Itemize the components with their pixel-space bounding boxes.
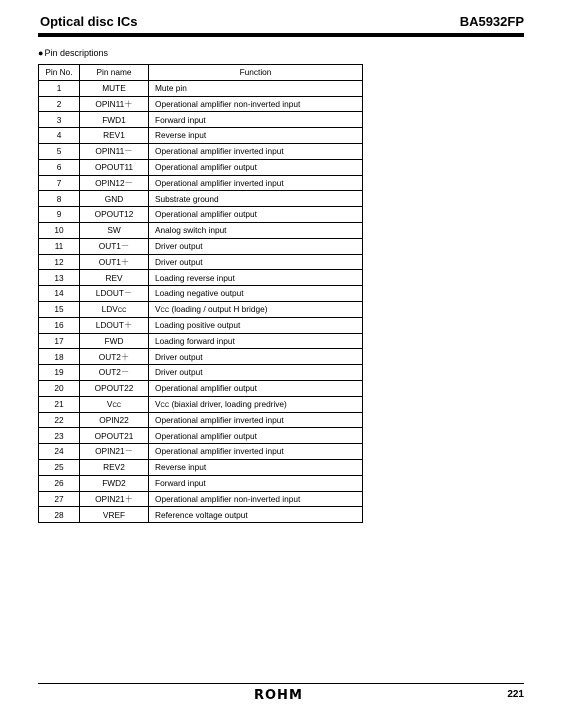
pin-name-cell: LDOUT＋ xyxy=(80,317,149,333)
table-body xyxy=(39,80,363,522)
function-cell: Operational amplifier output xyxy=(149,428,363,444)
pin-name-subscript: CC xyxy=(117,307,127,314)
table-row xyxy=(39,159,363,175)
function-rest: (biaxial driver, loading predrive) xyxy=(169,398,287,409)
function-cell: Mute pin xyxy=(149,80,363,96)
function-cell: Operational amplifier inverted input xyxy=(149,143,363,159)
pin-name-cell: OUT2－ xyxy=(80,365,149,381)
table-header-row xyxy=(39,65,363,81)
table-row xyxy=(39,270,363,286)
pin-number-cell: 13 xyxy=(39,270,80,286)
pin-name-cell: REV2 xyxy=(80,459,149,475)
table-row xyxy=(39,396,363,412)
function-cell: Operational amplifier output xyxy=(149,159,363,175)
function-cell: Operational amplifier output xyxy=(149,207,363,223)
pin-number-cell: 25 xyxy=(39,459,80,475)
table-row xyxy=(39,444,363,460)
pin-number-cell: 7 xyxy=(39,175,80,191)
pin-name-cell: OPOUT22 xyxy=(80,380,149,396)
table-row xyxy=(39,254,363,270)
table-row xyxy=(39,80,363,96)
function-cell xyxy=(149,396,363,412)
pin-number-cell: 11 xyxy=(39,238,80,254)
pin-name-cell: OPOUT21 xyxy=(80,428,149,444)
table-row xyxy=(39,459,363,475)
table-row xyxy=(39,317,363,333)
function-cell: Operational amplifier inverted input xyxy=(149,175,363,191)
pin-number-cell: 12 xyxy=(39,254,80,270)
pin-name-cell: REV xyxy=(80,270,149,286)
function-cell: Operational amplifier inverted input xyxy=(149,444,363,460)
pin-name-cell: FWD2 xyxy=(80,475,149,491)
pin-number-cell: 27 xyxy=(39,491,80,507)
function-cell: Reverse input xyxy=(149,459,363,475)
pin-name-cell: VREF xyxy=(80,507,149,523)
function-cell: Reference voltage output xyxy=(149,507,363,523)
pin-name-cell: MUTE xyxy=(80,80,149,96)
document-title: Optical disc ICs xyxy=(40,14,138,29)
pin-number-cell: 5 xyxy=(39,143,80,159)
section-title-text: Pin descriptions xyxy=(44,48,108,58)
pin-number-cell: 10 xyxy=(39,222,80,238)
pin-name-cell: OUT2＋ xyxy=(80,349,149,365)
pin-name-cell: REV1 xyxy=(80,128,149,144)
function-cell: Loading forward input xyxy=(149,333,363,349)
table-row xyxy=(39,175,363,191)
pin-name-cell: OPIN22 xyxy=(80,412,149,428)
pin-number-cell: 14 xyxy=(39,286,80,302)
function-cell: Operational amplifier non-inverted input xyxy=(149,491,363,507)
pin-name-cell: GND xyxy=(80,191,149,207)
pin-name-cell xyxy=(80,396,149,412)
pin-name-cell: FWD xyxy=(80,333,149,349)
pin-name-main: V xyxy=(106,398,113,409)
pin-name-cell: OPOUT12 xyxy=(80,207,149,223)
pin-number-cell: 26 xyxy=(39,475,80,491)
function-cell: Driver output xyxy=(149,349,363,365)
column-header-pin-name: Pin name xyxy=(80,65,149,81)
rohm-logo: ROHM xyxy=(254,688,303,703)
pin-name-cell: OPIN11－ xyxy=(80,143,149,159)
section-heading xyxy=(38,48,108,58)
function-subscript: CC xyxy=(160,402,170,409)
column-header-pin-no: Pin No. xyxy=(39,65,80,81)
function-cell: Operational amplifier inverted input xyxy=(149,412,363,428)
function-cell: Forward input xyxy=(149,475,363,491)
table-row xyxy=(39,238,363,254)
part-number: BA5932FP xyxy=(459,14,524,29)
table-row xyxy=(39,96,363,112)
pin-number-cell: 1 xyxy=(39,80,80,96)
pin-number-cell: 6 xyxy=(39,159,80,175)
function-cell: Loading positive output xyxy=(149,317,363,333)
function-cell: Reverse input xyxy=(149,128,363,144)
pin-name-cell: OPIN12－ xyxy=(80,175,149,191)
pin-name-cell: FWD1 xyxy=(80,112,149,128)
function-cell: Operational amplifier non-inverted input xyxy=(149,96,363,112)
pin-name-cell: OPIN21－ xyxy=(80,444,149,460)
pin-number-cell: 20 xyxy=(39,380,80,396)
footer-rule xyxy=(38,683,524,684)
table-row xyxy=(39,428,363,444)
table-row xyxy=(39,222,363,238)
pin-number-cell: 16 xyxy=(39,317,80,333)
table-row xyxy=(39,491,363,507)
function-cell: Driver output xyxy=(149,238,363,254)
pin-descriptions-table xyxy=(38,64,363,523)
function-main: V xyxy=(155,398,161,409)
pin-name-main: LDV xyxy=(101,303,118,314)
table-row xyxy=(39,349,363,365)
table-row xyxy=(39,286,363,302)
function-cell: Driver output xyxy=(149,254,363,270)
pin-name-cell: LDOUT－ xyxy=(80,286,149,302)
bullet-icon: ● xyxy=(38,48,44,58)
pin-name-cell: OUT1－ xyxy=(80,238,149,254)
table-row xyxy=(39,380,363,396)
pin-name-cell: OUT1＋ xyxy=(80,254,149,270)
function-cell: Forward input xyxy=(149,112,363,128)
table-row xyxy=(39,191,363,207)
table-row xyxy=(39,112,363,128)
function-cell xyxy=(149,301,363,317)
pin-name-subscript: CC xyxy=(112,402,122,409)
pin-number-cell: 3 xyxy=(39,112,80,128)
pin-number-cell: 23 xyxy=(39,428,80,444)
table-row xyxy=(39,475,363,491)
table-row xyxy=(39,207,363,223)
pin-number-cell: 19 xyxy=(39,365,80,381)
pin-number-cell: 22 xyxy=(39,412,80,428)
pin-number-cell: 28 xyxy=(39,507,80,523)
function-cell: Driver output xyxy=(149,365,363,381)
pin-name-cell xyxy=(80,301,149,317)
pin-number-cell: 18 xyxy=(39,349,80,365)
function-rest: (loading / output H bridge) xyxy=(169,303,268,314)
pin-number-cell: 8 xyxy=(39,191,80,207)
function-subscript: CC xyxy=(160,307,170,314)
pin-number-cell: 17 xyxy=(39,333,80,349)
table-row xyxy=(39,412,363,428)
function-cell: Analog switch input xyxy=(149,222,363,238)
header-rule xyxy=(38,33,524,37)
function-cell: Substrate ground xyxy=(149,191,363,207)
pin-number-cell: 24 xyxy=(39,444,80,460)
table-row xyxy=(39,333,363,349)
function-cell: Operational amplifier output xyxy=(149,380,363,396)
pin-number-cell: 21 xyxy=(39,396,80,412)
pin-number-cell: 15 xyxy=(39,301,80,317)
function-cell: Loading reverse input xyxy=(149,270,363,286)
page-number: 221 xyxy=(507,689,524,700)
table-row xyxy=(39,365,363,381)
table-row xyxy=(39,301,363,317)
function-main: V xyxy=(155,303,161,314)
pin-number-cell: 9 xyxy=(39,207,80,223)
pin-name-cell: OPOUT11 xyxy=(80,159,149,175)
column-header-function: Function xyxy=(149,65,363,81)
function-cell: Loading negative output xyxy=(149,286,363,302)
table-row xyxy=(39,507,363,523)
pin-name-cell: SW xyxy=(80,222,149,238)
table-row xyxy=(39,128,363,144)
pin-name-cell: OPIN11＋ xyxy=(80,96,149,112)
pin-name-cell: OPIN21＋ xyxy=(80,491,149,507)
table-row xyxy=(39,143,363,159)
pin-number-cell: 2 xyxy=(39,96,80,112)
pin-number-cell: 4 xyxy=(39,128,80,144)
